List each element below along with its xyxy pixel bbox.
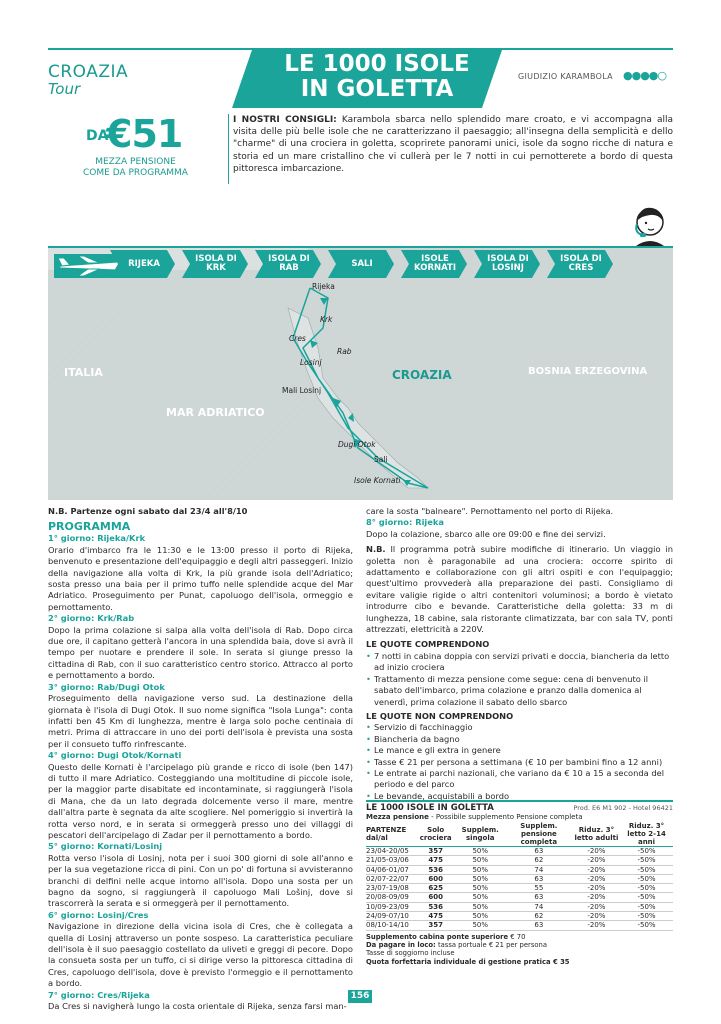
table-cell: 63 <box>505 874 573 883</box>
price-table-body <box>366 847 673 931</box>
table-cell: -20% <box>573 902 620 911</box>
excluded-item: • Biancheria da bagno <box>374 734 673 745</box>
table-row <box>366 874 673 883</box>
table-cell: 475 <box>416 856 456 865</box>
trip-title-line1: LE 1000 ISOLE <box>284 51 470 77</box>
table-cell: -20% <box>573 884 620 893</box>
table-cell: -50% <box>620 874 673 883</box>
col-header: Riduz. 3° letto adulti <box>573 822 620 847</box>
note-3: Tasse di soggiorno incluse <box>366 949 455 958</box>
table-cell: 50% <box>456 902 505 911</box>
included-item: • 7 notti in cabina doppia con servizi privati e doccia, biancheria da letto ad inizio crociera <box>374 651 673 674</box>
program-column <box>48 506 353 1012</box>
col-header: Supplem. singola <box>456 822 505 847</box>
nb-label: N.B. <box>366 544 386 555</box>
table-cell: 21/05-03/06 <box>366 856 416 865</box>
route-stop-krk: ISOLA DI KRK <box>195 254 237 273</box>
table-cell: -20% <box>573 912 620 921</box>
table-cell: 600 <box>416 874 456 883</box>
note-1 <box>366 933 673 941</box>
table-cell: -20% <box>573 865 620 874</box>
route-stop-rijeka: RIJEKA <box>128 258 160 269</box>
table-cell: -20% <box>573 893 620 902</box>
table-cell: 62 <box>505 856 573 865</box>
table-cell: -20% <box>573 856 620 865</box>
table-cell: -50% <box>620 884 673 893</box>
included-title: LE QUOTE COMPRENDONO <box>366 639 490 650</box>
day-1-text: Orario d'imbarco fra le 11:30 e le 13:00 presso il porto di Rijeka, benvenuto e presentazione dell'equipaggio e degli altri passeggeri. Inizio della navigazione alla volta di Krk, la più grande isola dell'Adriatico; sosta presso una baia per il primo tuffo nelle splendide acque del Mar Adriatico. Proseguimento per Punat, capoluogo dell'isola, ormeggio e pernottamento. <box>48 544 353 612</box>
table-cell: 23/07-19/08 <box>366 884 416 893</box>
departures-note: N.B. Partenze ogni sabato dal 23/4 all'8/10 <box>48 506 248 516</box>
price-table-subtitle <box>366 813 673 821</box>
table-row <box>366 902 673 911</box>
table-cell: 10/09-23/09 <box>366 902 416 911</box>
route-stop-losinj: ISOLA DI LOSINJ <box>487 254 529 273</box>
map-label-dugi: Dugi Otok <box>338 440 376 449</box>
price-note-1: MEZZA PENSIONE <box>95 157 176 167</box>
program-title: PROGRAMMA <box>48 520 131 534</box>
table-cell: 357 <box>416 847 456 856</box>
map-label-sali: Sali <box>374 455 388 464</box>
table-cell: 625 <box>416 884 456 893</box>
price-table-sub-bold: Mezza pensione <box>366 813 429 821</box>
details-column <box>366 506 673 802</box>
map-label-mali: Mali Losinj <box>282 386 322 395</box>
table-row <box>366 847 673 856</box>
price-table-notes <box>366 933 673 966</box>
table-cell: -50% <box>620 856 673 865</box>
day-8-text: Dopo la colazione, sbarco alle ore 09:00 e fine dei servizi. <box>366 528 606 539</box>
table-row <box>366 921 673 930</box>
day-1-title: 1° giorno: Rijeka/Krk <box>48 533 146 544</box>
note-1-text: € 70 <box>508 932 526 941</box>
day-6-text: Navigazione in direzione della vicina isola di Cres, che è collegata a quella di Losinj attraverso un ponte sospeso. La caratteristica peculiare dell'isola è il suo paesaggio costellato da uliveti e greggi di pecore. Dopo la consueta sosta per un tuffo, ci si dirige verso la pittoresca cittadina di Cres, capoluogo dell'isola, dove è previsto l'ormeggio e il pernottamento a bordo. <box>48 921 353 989</box>
table-row <box>366 893 673 902</box>
day-3-title: 3° giorno: Rab/Dugi Otok <box>48 681 165 692</box>
rating-label: GIUDIZIO KARAMBOLA <box>518 72 613 81</box>
table-cell: -50% <box>620 847 673 856</box>
col-header: PARTENZE dal/al <box>366 822 416 847</box>
day-7-continued: care la sosta "balneare". Pernottamento nel porto di Rijeka. <box>366 506 614 516</box>
table-cell: -50% <box>620 893 673 902</box>
excluded-item: • Servizio di facchinaggio <box>374 722 673 733</box>
map-label-rijeka: Rijeka <box>312 282 335 291</box>
price-table <box>366 822 673 931</box>
table-cell: -20% <box>573 874 620 883</box>
table-cell: 50% <box>456 893 505 902</box>
table-row <box>366 865 673 874</box>
excluded-item: • Le entrate ai parchi nazionali, che variano da € 10 a 15 a seconda del periodo e del parco <box>374 768 673 791</box>
price-table-sub: - Possibile supplemento Pensione completa <box>428 813 583 821</box>
map-label-cres: Cres <box>289 334 306 343</box>
table-cell: 74 <box>505 865 573 874</box>
note-4-bold: Quota forfettaria individuale di gestione pratica € 35 <box>366 957 570 966</box>
day-3-text: Proseguimento della navigazione verso sud. La destinazione della giornata è l'isola di Dugi Otok. Il suo nome significa "Isola Lunga": conta infatti ben 45 Km di lunghezza, mentre è larga solo poche centinaia di metri. Prima di attraccare in uno dei porti dell'isola è prevista una sosta per il consueto tuffo rinfrescante. <box>48 693 353 749</box>
col-header: Riduz. 3° letto 2-14 anni <box>620 822 673 847</box>
map-label-losinj: Losinj <box>300 358 322 367</box>
price-table-code: Prod. E6 M1 902 - Hotel 96421 <box>573 804 673 812</box>
col-header: Supplem. pensione completa <box>505 822 573 847</box>
intro-body: Karambola sbarca nello splendido mare croato, e vi accompagna alla visita delle più belle isole che ne caratterizzano il paesaggio; all'insegna della semplicità e dello "charme" di una crociera in goletta, scoprirete panorami unici, isole da sogno ricche di natura e storia ed un mare cristallino che vi cullerà per le 7 notti in cui pernotterete a bordo di questa pittoresca imbarcazione. <box>233 115 673 174</box>
country-title: CROAZIA <box>48 62 129 82</box>
operator-icon <box>628 202 672 246</box>
table-cell: 50% <box>456 884 505 893</box>
route-stop-kornati: ISOLE KORNATI <box>414 254 456 273</box>
table-cell: 63 <box>505 893 573 902</box>
intro-text <box>233 114 673 175</box>
intro-divider <box>228 114 229 184</box>
table-cell: 50% <box>456 912 505 921</box>
day-8-title: 8° giorno: Rijeka <box>366 517 445 528</box>
table-cell: 24/09-07/10 <box>366 912 416 921</box>
price-table-block <box>366 800 673 966</box>
map-label-kornati: Isole Kornati <box>354 476 401 485</box>
table-cell: -20% <box>573 847 620 856</box>
table-row <box>366 856 673 865</box>
day-2-text: Dopo la prima colazione si salpa alla volta dell'isola di Rab. Dopo circa due ore, il capitano getterà l'ancora in una splendida baia, dove si avrà il tempo per nuotare e prendere il sole. In serata si giunge presso la cittadina di Rab, con il suo caratteristico centro storico. Attracco al porto e pernottamento a bordo. <box>48 624 353 681</box>
table-cell: 62 <box>505 912 573 921</box>
table-cell: 357 <box>416 921 456 930</box>
rating-dots: ●●●●○ <box>623 69 666 82</box>
note-2-text: tassa portuale € 21 per persona <box>435 940 548 949</box>
note-4 <box>366 958 673 966</box>
table-cell: 475 <box>416 912 456 921</box>
table-cell: 63 <box>505 921 573 930</box>
included-list <box>366 651 673 708</box>
table-cell: 536 <box>416 902 456 911</box>
table-cell: 50% <box>456 921 505 930</box>
day-4-text: Questo delle Kornati è l'arcipelago più grande e ricco di isole (ben 147) di tutto il mare Adriatico. Costeggiando una moltitudine di piccole isole, per la maggior parte disabitate ed incontaminate, si raggiungerà l'isola di Mana, che da un lato degrada dolcemente verso il mare, mentre dall'altra parte è segnata da alte scogliere. Nel pomeriggio si invertirà la rotta verso nord, e in serata si ormeggerà presso uno dei villaggi di pescatori dell'arcipelago di Zadar per il pernottamento a bordo. <box>48 761 353 840</box>
table-cell: 600 <box>416 893 456 902</box>
excluded-item: • Le bevande, acquistabili a bordo <box>374 791 673 802</box>
route-stop-rab: ISOLA DI RAB <box>268 254 310 273</box>
route-bar <box>110 250 673 278</box>
table-cell: 74 <box>505 902 573 911</box>
table-cell: 63 <box>505 847 573 856</box>
map-label-krk: Krk <box>320 315 333 324</box>
table-cell: 50% <box>456 874 505 883</box>
day-6-title: 6° giorno: Losinj/Cres <box>48 909 149 920</box>
day-5-text: Rotta verso l'isola di Losinj, nota per i suoi 300 giorni di sole all'anno e per la sua vegetazione ricca di pini. Con un po' di fortuna si avvisteranno branchi di delfini nelle acque intorno all'isola. Dopo una sosta per un bagno da sogno, si raggiungerà il capoluogo Mali Lošinj, dove si trascorrerà la serata e si ormeggerà per il pernottamento. <box>48 852 353 909</box>
day-5-title: 5° giorno: Kornati/Losinj <box>48 841 163 852</box>
excluded-item: • Tasse € 21 per persona a settimana (€ 10 per bambini fino a 12 anni) <box>374 757 673 768</box>
trip-title-line2: IN GOLETTA <box>300 76 454 102</box>
excluded-list <box>366 722 673 802</box>
table-row <box>366 884 673 893</box>
route-stop-cres: ISOLA DI CRES <box>560 254 602 273</box>
map-label-croazia: CROAZIA <box>392 368 452 382</box>
table-cell: 50% <box>456 865 505 874</box>
col-header: Solo crociera <box>416 822 456 847</box>
table-cell: 536 <box>416 865 456 874</box>
nb-text: Il programma potrà subire modifiche di itinerario. Un viaggio in goletta non è paragonabile ad una crociera: occorre spirito di adattamento e collaborazione con gli altri ospiti e con l'equipaggio; quest'ultimo provvederà alla preparazione dei pasti. Consigliamo di evitare valigie rigide o altri contenitori voluminosi; a bordo è vietato introdurre cibo e bevande. Caratteristiche della goletta: 33 m di lunghezza, 18 cabine, sala ristorante climatizzata, bar con sala TV, ponti attrezzati, elettricità a 220V. <box>366 544 674 635</box>
included-item: • Trattamento di mezza pensione come segue: cena di benvenuto il sabato dell'imbarco, prima colazione e pranzo dalla domenica al venerdì, prima colazione il sabato dello sbarco <box>374 674 673 708</box>
table-cell: 50% <box>456 856 505 865</box>
price-amount: €51 <box>106 112 183 156</box>
route-stop-sali: SALI <box>351 258 373 269</box>
intro-label: I NOSTRI CONSIGLI: <box>233 115 337 125</box>
table-cell: -50% <box>620 902 673 911</box>
table-row <box>366 912 673 921</box>
day-2-title: 2° giorno: Krk/Rab <box>48 613 135 624</box>
excluded-item: • Le mance e gli extra in genere <box>374 745 673 756</box>
price-note-2: COME DA PROGRAMMA <box>83 168 188 178</box>
map-label-bosnia: BOSNIA ERZEGOVINA <box>528 366 648 377</box>
price-table-header <box>366 800 673 813</box>
table-cell: 08/10-14/10 <box>366 921 416 930</box>
price-table-head-row <box>366 822 673 847</box>
day-4-title: 4° giorno: Dugi Otok/Kornati <box>48 750 182 761</box>
table-cell: -20% <box>573 921 620 930</box>
note-2 <box>366 941 673 949</box>
note-2-bold: Da pagare in loco: <box>366 940 436 949</box>
price-prefix: DA <box>86 128 109 144</box>
trip-title <box>262 52 492 102</box>
excluded-title: LE QUOTE NON COMPRENDONO <box>366 710 514 721</box>
table-cell: -50% <box>620 912 673 921</box>
table-cell: 50% <box>456 847 505 856</box>
day-7-text: Da Cres si navigherà lungo la costa orientale di Rijeka, senza farsi man- <box>48 1001 347 1012</box>
map-label-italia: ITALIA <box>64 366 103 379</box>
table-cell: 20/08-09/09 <box>366 893 416 902</box>
day-7-title: 7° giorno: Cres/Rijeka <box>48 989 150 1000</box>
table-cell: 55 <box>505 884 573 893</box>
table-cell: -50% <box>620 921 673 930</box>
map-label-rab: Rab <box>337 347 352 356</box>
price-table-title: LE 1000 ISOLE IN GOLETTA <box>366 803 494 813</box>
tour-subtitle: Tour <box>48 80 81 98</box>
nb-paragraph <box>366 544 673 635</box>
map-label-mar: MAR ADRIATICO <box>166 406 265 419</box>
table-cell: 02/07-22/07 <box>366 874 416 883</box>
table-cell: 04/06-01/07 <box>366 865 416 874</box>
table-cell: -50% <box>620 865 673 874</box>
table-cell: 23/04-20/05 <box>366 847 416 856</box>
note-1-bold: Supplemento cabina ponte superiore <box>366 932 509 941</box>
page-number: 156 <box>348 990 372 1003</box>
